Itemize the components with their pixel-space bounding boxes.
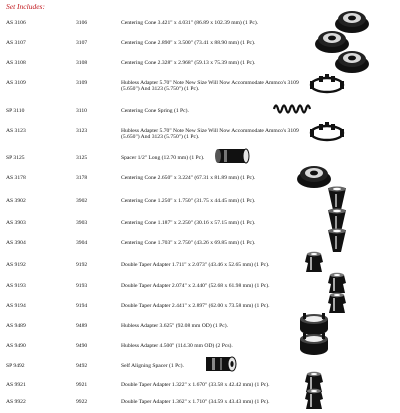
part-code: SP 3110: [6, 108, 25, 114]
part-code: AS 3107: [6, 40, 26, 46]
part-code: AS 3178: [6, 175, 26, 181]
part-number: 3110: [76, 108, 87, 114]
part-description: Double Taper Adapter 2.074" x 2.440" (52.68 x 61.98 mm) (1 Pc).: [121, 283, 270, 289]
part-code: SP 9492: [6, 363, 25, 369]
part-number: 3123: [76, 128, 88, 134]
part-code: AS 9489: [6, 323, 26, 329]
part-number: 9921: [76, 382, 88, 388]
part-description: Centering Cone 1.187" x 2.250" (30.16 x 57.15 mm) (1 Pc).: [121, 220, 256, 226]
part-description: Double Taper Adapter 2.441" x 2.897" (62.00 x 73.58 mm) (1 Pc).: [121, 303, 270, 309]
part-description: Centering Cone 2.328" x 2.968" (59.13 x 75.39 mm) (1 Pc).: [121, 60, 256, 66]
part-number: 3904: [76, 240, 88, 246]
part-number: 3178: [76, 175, 88, 181]
part-number: 3902: [76, 198, 88, 204]
part-description: Double Taper Adapter 1.322" x 1.670" (33.58 x 42.42 mm) (1 Pc).: [121, 382, 270, 388]
page-heading: Set Includes:: [6, 2, 45, 11]
part-number: 9489: [76, 323, 88, 329]
part-number: 3903: [76, 220, 88, 226]
part-description: Centering Cone 2.650" x 3.224" (67.31 x 81.89 mm) (1 Pc).: [121, 175, 256, 181]
part-description: Spacer 1/2" Long (12.70 mm) (1 Pc).: [121, 155, 205, 161]
part-code: AS 3904: [6, 240, 26, 246]
list-item: [0, 118, 400, 144]
double-taper-icon: [292, 387, 336, 413]
part-number: 9194: [76, 303, 88, 309]
hubless-adapter-icon: [305, 118, 349, 144]
part-description: Hubless Adapter 5.70" Note New Size Will Now Accommodate Ammco's 3109 (5.650") And 3123 (5.750") (1 Pc).: [121, 128, 299, 141]
part-number: 9492: [76, 363, 88, 369]
part-description: Centering Cone 1.703" x 2.750" (43.26 x 69.85 mm) (1 Pc).: [121, 240, 256, 246]
hubless-adapter-icon: [305, 70, 349, 96]
part-number: 3106: [76, 20, 88, 26]
part-description: Centering Cone 1.250" x 1.750" (31.75 x 44.45 mm) (1 Pc).: [121, 198, 256, 204]
part-code: AS 3123: [6, 128, 26, 134]
part-number: 9193: [76, 283, 88, 289]
part-code: AS 9922: [6, 399, 26, 405]
part-number: 3109: [76, 80, 88, 86]
part-description: Hubless Adapter 3.625" (92.08 mm OD) (1 Pc).: [121, 323, 228, 329]
part-description: Centering Cone 3.421" x 4.031" (86.89 x 102.39 mm) (1 Pc).: [121, 20, 259, 26]
part-description: Double Taper Adapter 1.362" x 1.710" (34.59 x 43.43 mm) (1 Pc).: [121, 399, 270, 405]
part-description: Hubless Adapter 5.70" Note New Size Will Now Accommodate Ammco's 3109 (5.650") And 3123 (5.750") (1 Pc).: [121, 80, 299, 93]
part-number: 9922: [76, 399, 88, 405]
part-number: 3108: [76, 60, 88, 66]
part-code: AS 3108: [6, 60, 26, 66]
part-code: AS 3902: [6, 198, 26, 204]
part-code: AS 9194: [6, 303, 26, 309]
list-item: [0, 70, 400, 96]
part-description: Centering Cone 2.890" x 3.500" (73.41 x 88.90 mm) (1 Pc).: [121, 40, 256, 46]
part-number: 9192: [76, 262, 88, 268]
part-description: Double Taper Adapter 1.711" x 2.073" (43.46 x 52.65 mm) (1 Pc).: [121, 262, 270, 268]
part-code: AS 9490: [6, 343, 26, 349]
part-description: Centering Cone Spring (1 Pc).: [121, 108, 189, 114]
part-number: 3125: [76, 155, 88, 161]
part-code: SP 3125: [6, 155, 25, 161]
list-item: [0, 387, 400, 413]
part-description: Hubless Adapter 4.500" (114.30 mm OD) (2 Pcs).: [121, 343, 233, 349]
part-code: AS 3109: [6, 80, 26, 86]
part-code: AS 3903: [6, 220, 26, 226]
part-number: 3107: [76, 40, 88, 46]
part-code: AS 9921: [6, 382, 26, 388]
part-number: 9490: [76, 343, 88, 349]
part-description: Self Aligning Spacer (1 Pc).: [121, 363, 184, 369]
part-code: AS 9192: [6, 262, 26, 268]
part-code: AS 3106: [6, 20, 26, 26]
part-code: AS 9193: [6, 283, 26, 289]
